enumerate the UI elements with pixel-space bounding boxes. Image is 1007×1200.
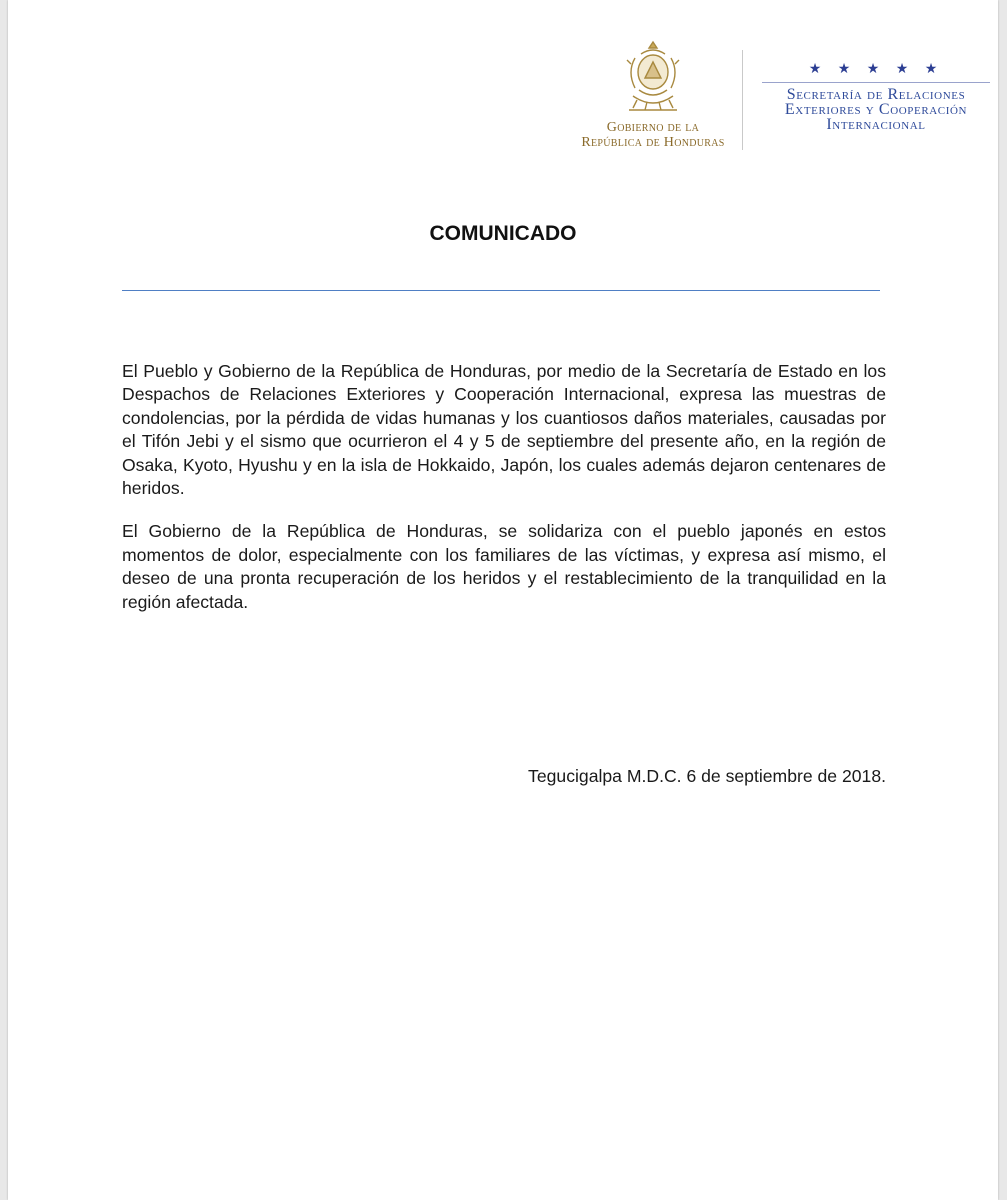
document-body [122, 360, 886, 634]
ministry-line-1: Secretaría de Relaciones [786, 86, 966, 103]
government-logo [568, 38, 738, 150]
gov-logo-line-2: República de Honduras [581, 135, 725, 150]
ministry-logo [756, 60, 996, 132]
document-page [8, 0, 998, 1200]
date-signature: Tegucigalpa M.D.C. 6 de septiembre de 2018. [528, 766, 886, 786]
paragraph-2: El Gobierno de la República de Honduras, se solidariza con el pueblo japonés en estos momentos de dolor, especialmente con los familiares de las víctimas, y expresa así mismo, el deseo de una pronta recuperación de los heridos y el restablecimiento de la tranquilidad en la región afectada. [122, 521, 886, 612]
title-underline [122, 290, 880, 291]
paragraph-1: El Pueblo y Gobierno de la República de Honduras, por medio de la Secretaría de Estado en los Despachos de Relaciones Exteriores y Cooperación Internacional, expresa las muestras de condolencias, por la pérdida de vidas humanas y los cuantiosos daños materiales, causadas por el Tifón Jebi y el sismo que ocurrieron el 4 y 5 de septiembre del presente año, en la región de Osaka, Kyoto, Hyushu y en la isla de Hokkaido, Japón, los cuales además dejaron centenares de heridos. [122, 361, 886, 499]
gov-logo-line-1: Gobierno de la [606, 120, 700, 135]
coat-of-arms-icon [621, 38, 685, 116]
stars-icon: ★ ★ ★ ★ ★ [808, 61, 944, 77]
document-title: COMUNICADO [429, 222, 577, 245]
ministry-line-3: Internacional [826, 116, 926, 133]
logo-divider [742, 50, 743, 150]
ministry-logo-rule [762, 82, 990, 83]
ministry-line-2: Exteriores y Cooperación [784, 101, 968, 118]
